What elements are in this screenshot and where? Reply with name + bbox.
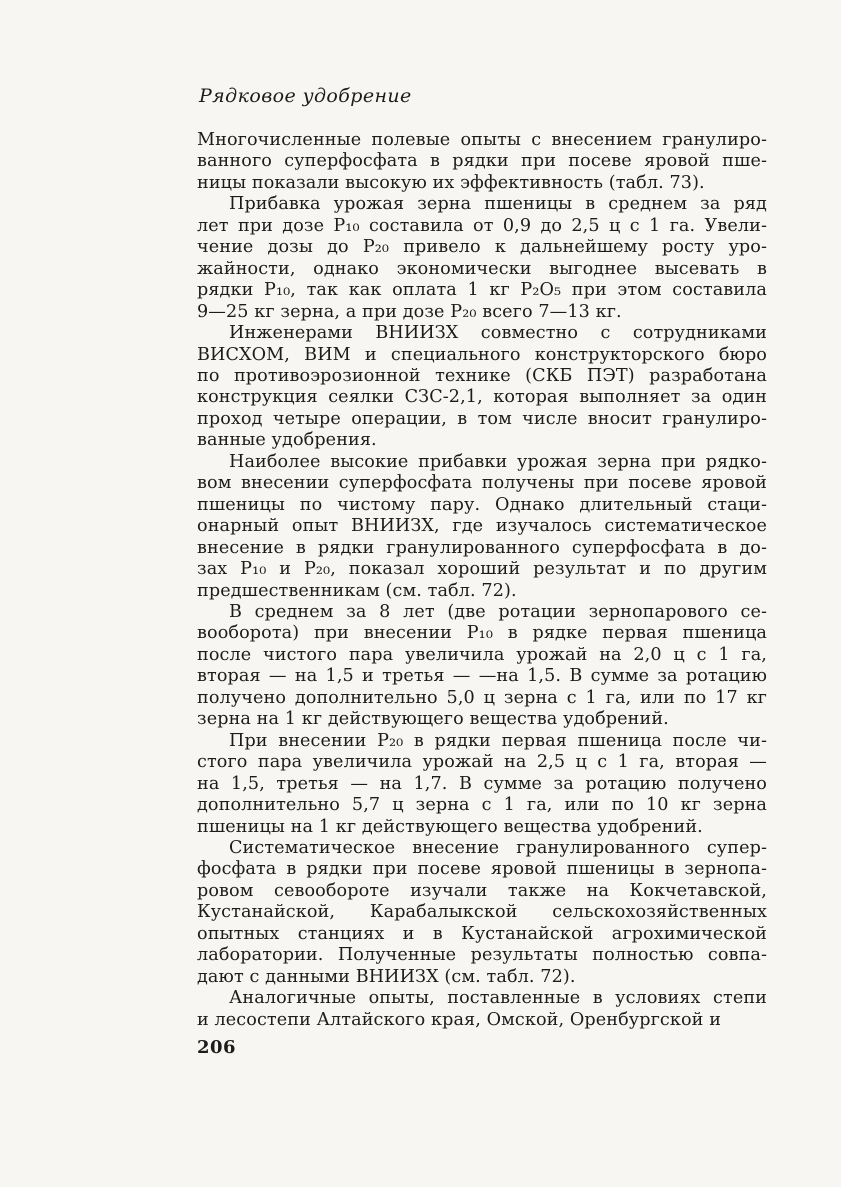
text-line: пшеницы по чистому пару. Однако длительный стаци- bbox=[197, 494, 767, 515]
text-line: Прибавка урожая зерна пшеницы в среднем за ряд bbox=[229, 194, 767, 215]
text-line: 9—25 кг зерна, а при дозе P₂₀ всего 7—13 кг. bbox=[197, 301, 622, 322]
text-line: внесение в рядки гранулированного суперфосфата в до- bbox=[197, 537, 767, 558]
text-line: по противоэрозионной технике (СКБ ПЭТ) разработана bbox=[197, 365, 767, 386]
text-line: дополнительно 5,7 ц зерна с 1 га, или по 10 кг зерна bbox=[197, 795, 767, 816]
text-line: опытных станциях и в Кустанайской агрохимической bbox=[197, 923, 767, 944]
paragraph bbox=[197, 130, 767, 194]
text-line: ВИСХОМ, ВИМ и специального конструкторского бюро bbox=[197, 344, 767, 365]
text-line: стого пара увеличила урожай на 2,5 ц с 1 га, вторая — bbox=[197, 752, 767, 773]
text-line: лаборатории. Полученные результаты полностью совпа- bbox=[197, 945, 767, 966]
paragraph bbox=[197, 452, 767, 602]
page-body bbox=[197, 84, 767, 1031]
paragraph bbox=[197, 838, 767, 988]
paragraph bbox=[197, 194, 767, 323]
text-line: вторая — на 1,5 и третья — —на 1,5. В сумме за ротацию bbox=[197, 666, 767, 687]
text-line: лет при дозе P₁₀ составила от 0,9 до 2,5 ц с 1 га. Увели- bbox=[197, 215, 767, 236]
body-text bbox=[197, 130, 767, 1031]
text-line: Систематическое внесение гранулированного супер- bbox=[229, 837, 767, 858]
text-line: Многочисленные полевые опыты с внесением гранулиро- bbox=[197, 130, 767, 150]
text-line: рядки P₁₀, так как оплата 1 кг P₂O₅ при этом составила bbox=[197, 280, 767, 301]
text-line: Аналогичные опыты, поставленные в условиях степи bbox=[229, 988, 767, 1009]
text-line: после чистого пара увеличила урожай на 2,0 ц с 1 га, bbox=[197, 644, 767, 665]
text-line: фосфата в рядки при посеве яровой пшеницы в зернопа- bbox=[197, 859, 767, 880]
text-line: ванного суперфосфата в рядки при посеве яровой пше- bbox=[197, 151, 767, 172]
page-number: 206 bbox=[197, 1037, 237, 1058]
paragraph bbox=[197, 731, 767, 838]
text-line: вом внесении суперфосфата получены при посеве яровой bbox=[197, 473, 767, 494]
text-line: Наиболее высокие прибавки урожая зерна при рядко- bbox=[229, 451, 767, 472]
text-line: проход четыре операции, в том числе вносит гранулиро- bbox=[197, 408, 767, 429]
text-line: предшественникам (см. табл. 72). bbox=[197, 580, 517, 601]
text-line: получено дополнительно 5,0 ц зерна с 1 га, или по 17 кг bbox=[197, 687, 767, 708]
text-line: конструкция сеялки СЗС-2,1, которая выполняет за один bbox=[197, 387, 767, 408]
text-line: и лесостепи Алтайского края, Омской, Оренбургской и bbox=[197, 1009, 722, 1030]
paragraph bbox=[197, 323, 767, 452]
paragraph bbox=[197, 988, 767, 1031]
paragraph bbox=[197, 602, 767, 731]
text-line: дают с данными ВНИИЗХ (см. табл. 72). bbox=[197, 966, 576, 987]
text-line: зах P₁₀ и P₂₀, показал хороший результат и по другим bbox=[197, 559, 767, 580]
text-line: жайности, однако экономически выгоднее высевать в bbox=[197, 258, 767, 279]
section-title: Рядковое удобрение bbox=[199, 85, 412, 107]
text-line: При внесении P₂₀ в рядки первая пшеница после чи- bbox=[229, 730, 767, 751]
text-line: пшеницы на 1 кг действующего вещества удобрений. bbox=[197, 816, 703, 837]
text-line: онарный опыт ВНИИЗХ, где изучалось систематическое bbox=[197, 516, 767, 537]
text-line: В среднем за 8 лет (две ротации зернопарового се- bbox=[229, 601, 767, 622]
text-line: ванные удобрения. bbox=[197, 430, 377, 451]
text-line: зерна на 1 кг действующего вещества удобрений. bbox=[197, 709, 669, 730]
text-line: на 1,5, третья — на 1,7. В сумме за ротацию получено bbox=[197, 773, 767, 794]
text-line: ровом севообороте изучали также на Кокчетавской, bbox=[197, 880, 767, 901]
text-line: ницы показали высокую их эффективность (табл. 73). bbox=[197, 172, 705, 193]
text-line: чение дозы до P₂₀ привело к дальнейшему росту уро- bbox=[197, 237, 767, 258]
text-line: вооборота) при внесении P₁₀ в рядке первая пшеница bbox=[197, 623, 767, 644]
text-line: Инженерами ВНИИЗХ совместно с сотрудниками bbox=[229, 323, 767, 344]
text-line: Кустанайской, Карабалыкской сельскохозяйственных bbox=[197, 902, 767, 923]
